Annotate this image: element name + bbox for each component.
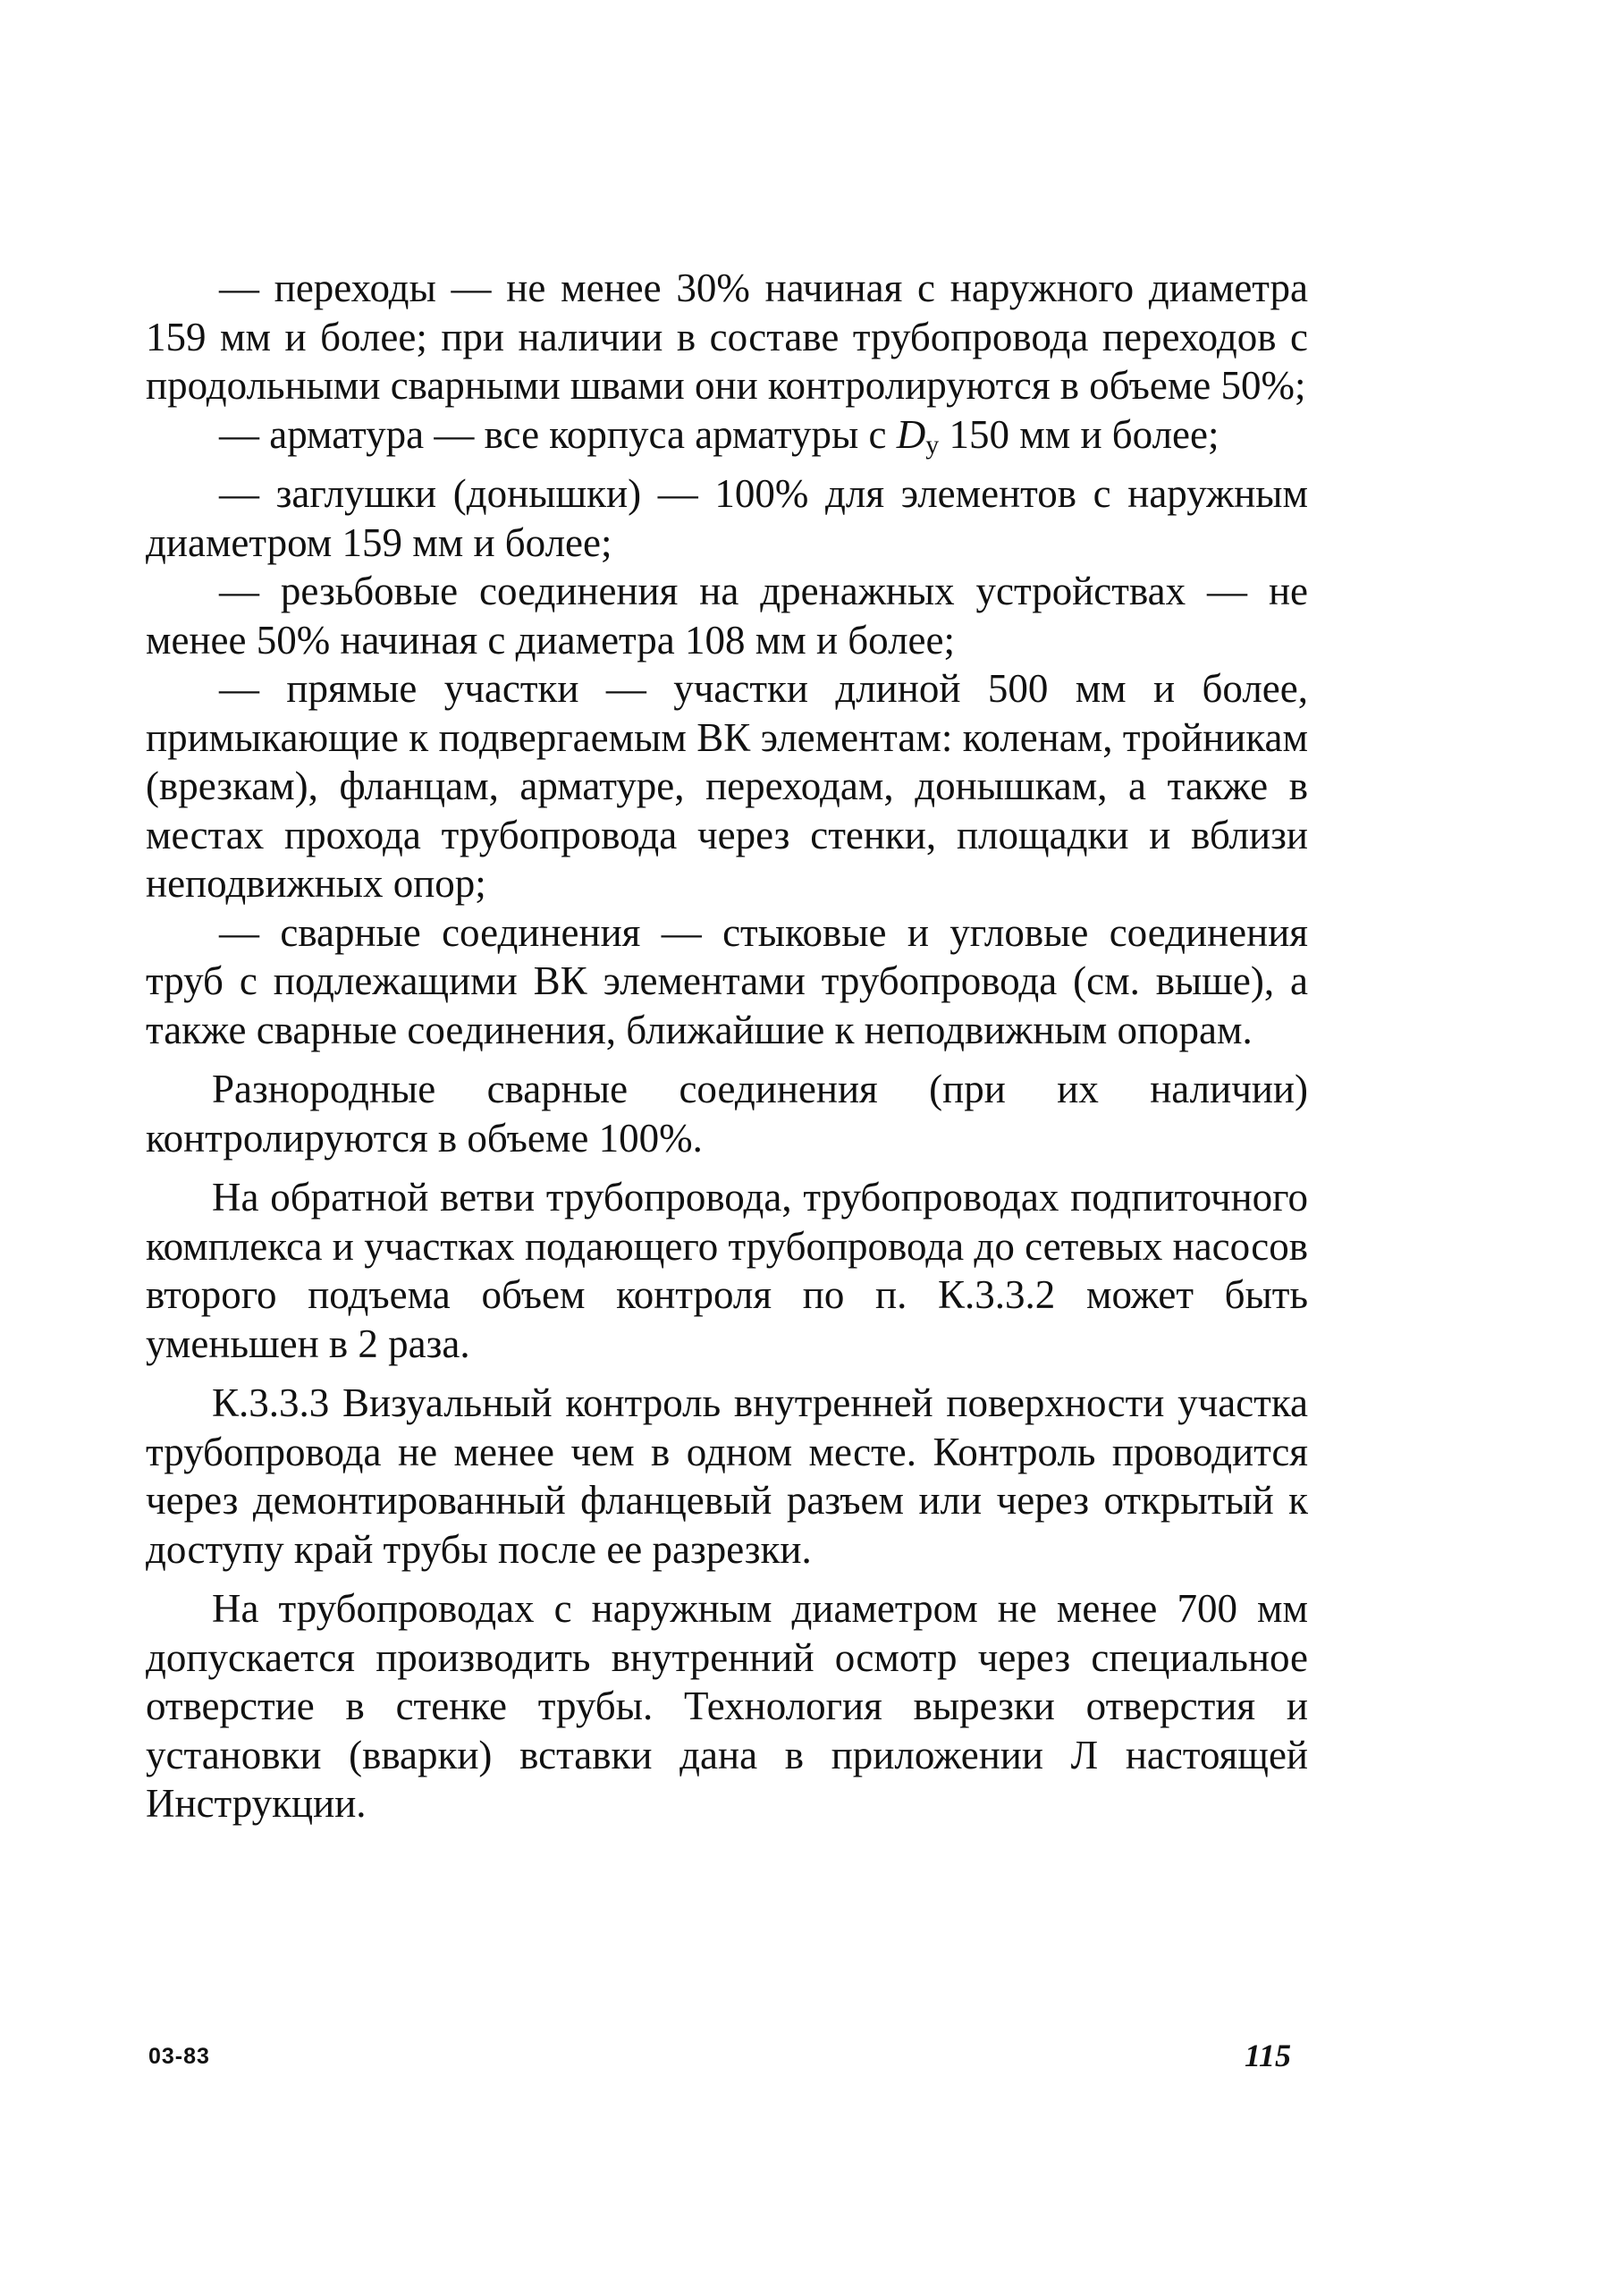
- armatura-text-before: — арматура — все корпуса арматуры с: [219, 411, 897, 457]
- armatura-text-after: 150 мм и более;: [939, 411, 1220, 457]
- dy-symbol: [896, 411, 940, 460]
- dy-subscript: у: [925, 429, 940, 460]
- list-item-perekhody: — переходы — не менее 30% начиная с наружного диаметра 159 мм и более; при наличии в составе трубопровода переходов с продольными сварными швами они контролируются в объеме 50%;: [146, 266, 1308, 408]
- dy-letter: D: [896, 411, 926, 457]
- page-number: 115: [1245, 2038, 1292, 2073]
- footer-code: 03-83: [148, 2044, 210, 2069]
- list-item-pryamye-uchastki: — прямые участки — участки длиной 500 мм и более, примыкающие к подвергаемым ВК элементам: коленам, тройникам (врезкам), фланцам, арматуре, переходам, донышкам, а также в местах прохода трубопровода через стенки, площадки и вблизи неподвижных опор;: [146, 666, 1308, 906]
- list-item-svarnye-soedineniya: — сварные соединения — стыковые и угловые соединения труб с подлежащими ВК элементами трубопровода (см. выше), а также сварные соединения, ближайшие к неподвижным опорам.: [146, 909, 1308, 1052]
- paragraph-raznorodnye: Разнородные сварные соединения (при их наличии) контролируются в объеме 100%.: [146, 1067, 1308, 1161]
- list-item-armatura: [146, 410, 1308, 470]
- list-item-zaglushki: — заглушки (донышки) — 100% для элементов с наружным диаметром 159 мм и более;: [146, 471, 1308, 565]
- document-body: [146, 264, 1308, 1828]
- list-item-rezbovye: — резьбовые соединения на дренажных устройствах — не менее 50% начиная с диаметра 108 мм и более;: [146, 569, 1308, 663]
- paragraph-obratnaya-vetv: На обратной ветви трубопровода, трубопроводах подпиточного комплекса и участках подающего трубопровода до сетевых насосов второго подъема объем контроля по п. К.3.3.2 может быть уменьшен в 2 раза.: [146, 1175, 1308, 1366]
- paragraph-k-3-3-3: К.3.3.3 Визуальный контроль внутренней поверхности участка трубопровода не менее чем в одном месте. Контроль проводится через демонтированный фланцевый разъем или через открытый к доступу край трубы после ее разрезки.: [146, 1380, 1308, 1572]
- paragraph-vnutrenniy-osmotr: На трубопроводах с наружным диаметром не менее 700 мм допускается производить внутренний осмотр через специальное отверстие в стенке трубы. Технология вырезки отверстия и установки (вварки) вставки дана в приложении Л настоящей Инструкции.: [146, 1586, 1308, 1826]
